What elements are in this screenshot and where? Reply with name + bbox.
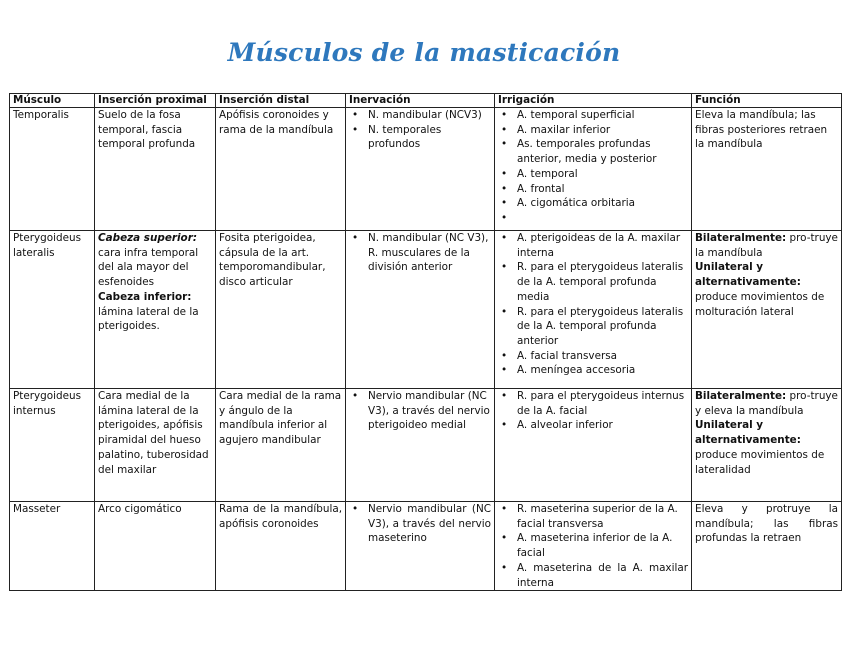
page-title: Músculos de la masticación: [227, 38, 621, 67]
list-item: • A. frontal: [498, 182, 688, 197]
table-row: [10, 231, 842, 389]
list-item: • A. maseterina de la A. maxilar interna: [498, 561, 688, 590]
cell-distal: Apófisis coronoides y rama de la mandíbula: [216, 108, 346, 231]
list-item: • As. temporales profundas anterior, media y posterior: [498, 137, 688, 166]
list-item: • N. mandibular (NCV3): [349, 108, 491, 123]
label-unilateral: Unilateral y alternativamente:: [695, 261, 801, 289]
header-musculo: Músculo: [10, 94, 95, 108]
cell-proximal: [95, 231, 216, 389]
cell-irrigation: [495, 108, 692, 231]
list-item: • A. temporal: [498, 167, 688, 182]
list-item: [498, 211, 688, 225]
cell-distal: Rama de la mandíbula, apófisis coronoides: [216, 502, 346, 591]
label-bilateralmente: Bilateralmente:: [695, 232, 787, 244]
cell-innervation: [346, 502, 495, 591]
cell-muscle: Pterygoideus internus: [10, 389, 95, 502]
list-item: • N. temporales profundos: [349, 123, 491, 152]
header-inervacion: Inervación: [346, 94, 495, 108]
table-header-row: [10, 94, 842, 108]
list-item: • A. cigomática orbitaria: [498, 196, 688, 211]
header-insercion-proximal: Inserción proximal: [95, 94, 216, 108]
cell-proximal: Cara medial de la lámina lateral de la pterigoides, apófisis piramidal del hueso palatino, tuberosidad del maxilar: [95, 389, 216, 502]
label-cabeza-inferior: Cabeza inferior:: [98, 290, 192, 303]
text-bilateralmente: pro-truye y eleva la mandíbula: [695, 390, 838, 417]
cell-function: Eleva la mandíbula; las fibras posteriores retraen la mandíbula: [692, 108, 842, 231]
cell-irrigation: [495, 502, 692, 591]
text-cabeza-inferior: lámina lateral de la pterigoides.: [98, 305, 199, 333]
list-item: • R. maseterina superior de la A. facial transversa: [498, 502, 688, 531]
table-row: [10, 502, 842, 591]
text-unilateral: produce movimientos de molturación lateral: [695, 290, 825, 318]
text-bilateralmente: pro-truye la mandíbula: [695, 232, 838, 259]
muscles-table: [9, 93, 842, 591]
cell-proximal: Suelo de la fosa temporal, fascia temporal profunda: [95, 108, 216, 231]
header-funcion: Función: [692, 94, 842, 108]
cell-innervation: [346, 108, 495, 231]
list-item: • A. facial transversa: [498, 349, 688, 364]
cell-muscle: Masseter: [10, 502, 95, 591]
list-item: • Nervio mandibular (NC V3), a través del nervio pterigoideo medial: [349, 389, 491, 433]
header-insercion-distal: Inserción distal: [216, 94, 346, 108]
list-item: • A. alveolar inferior: [498, 418, 688, 433]
table-row: [10, 389, 842, 502]
cell-muscle: Pterygoideus lateralis: [10, 231, 95, 389]
text-unilateral: produce movimientos de lateralidad: [695, 448, 825, 476]
list-item: • R. para el pterygoideus lateralis de la A. temporal profunda media: [498, 260, 688, 304]
cell-function: Eleva y protruye la mandíbula; las fibras profundas la retraen: [692, 502, 842, 591]
list-item: • R. para el pterygoideus lateralis de la A. temporal profunda anterior: [498, 305, 688, 349]
list-item: • R. para el pterygoideus internus de la A. facial: [498, 389, 688, 418]
list-item: • A. maseterina inferior de la A. facial: [498, 531, 688, 560]
list-item: • N. mandibular (NC V3), R. musculares de la división anterior: [349, 231, 491, 275]
cell-function: [692, 231, 842, 389]
list-item: • A. maxilar inferior: [498, 123, 688, 138]
text-cabeza-superior: cara infra temporal del ala mayor del esfenoides: [98, 246, 199, 289]
cell-irrigation: [495, 231, 692, 389]
cell-innervation: [346, 389, 495, 502]
cell-muscle: Temporalis: [10, 108, 95, 231]
list-item: • A. pterigoideas de la A. maxilar interna: [498, 231, 688, 260]
cell-irrigation: [495, 389, 692, 502]
cell-distal: Cara medial de la rama y ángulo de la mandíbula inferior al agujero mandibular: [216, 389, 346, 502]
list-item: • A. meníngea accesoria: [498, 363, 688, 378]
header-irrigacion: Irrigación: [495, 94, 692, 108]
cell-innervation: [346, 231, 495, 389]
label-cabeza-superior: Cabeza superior:: [98, 232, 197, 244]
cell-function: [692, 389, 842, 502]
cell-proximal: Arco cigomático: [95, 502, 216, 591]
cell-distal: Fosita pterigoidea, cápsula de la art. temporomandibular, disco articular: [216, 231, 346, 389]
label-unilateral: Unilateral y alternativamente:: [695, 419, 801, 447]
list-item: • Nervio mandibular (NC V3), a través del nervio maseterino: [349, 502, 491, 546]
list-item: • A. temporal superficial: [498, 108, 688, 123]
table-row: [10, 108, 842, 231]
label-bilateralmente: Bilateralmente:: [695, 390, 787, 402]
